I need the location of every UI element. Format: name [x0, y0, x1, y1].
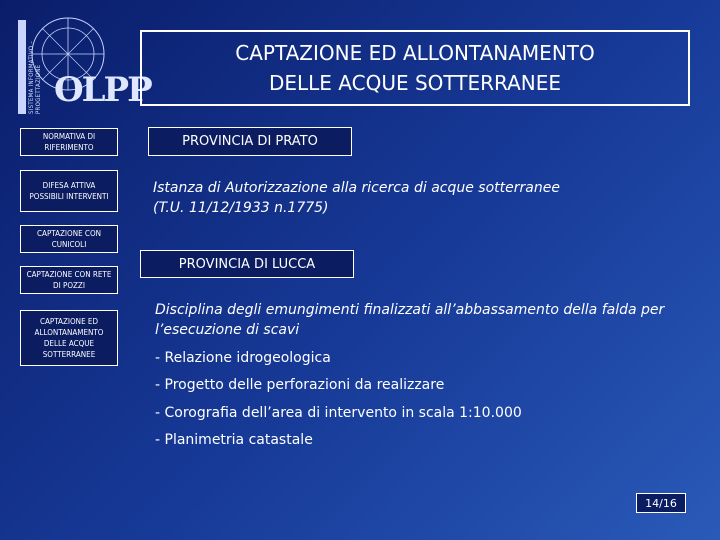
olpp-logo: [10, 10, 151, 118]
sidebar-item-label: CAPTAZIONE CON CUNICOLI: [37, 229, 101, 249]
sidebar-item-normativa[interactable]: [20, 128, 118, 156]
sidebar-item-cunicoli[interactable]: [20, 225, 118, 253]
list-item: - Corografia dell’area di intervento in scala 1:10.000: [155, 405, 522, 421]
sidebar-item-difesa-attiva[interactable]: [20, 170, 118, 212]
lucca-line-1: Disciplina degli emungimenti finalizzati all’abbassamento della falda per: [155, 302, 665, 318]
title-line-1: CAPTAZIONE ED ALLONTANAMENTO: [235, 41, 595, 65]
prato-line-2: (T.U. 11/12/1933 n.1775): [153, 200, 329, 216]
logo-mark: OLPP: [54, 70, 151, 110]
page-title: [140, 30, 690, 106]
list-item: - Relazione idrogeologica: [155, 350, 331, 366]
page-indicator: 14/16: [636, 493, 686, 513]
list-item: - Progetto delle perforazioni da realizzare: [155, 377, 445, 393]
lucca-description: [155, 300, 664, 340]
sidebar-item-label: DIFESA ATTIVA POSSIBILI INTERVENTI: [29, 181, 109, 201]
sidebar-item-label: CAPTAZIONE CON RETE DI POZZI: [26, 270, 112, 290]
prato-heading: PROVINCIA DI PRATO: [148, 127, 352, 156]
logo-vertical-text: SISTEMA INFORMATIVO – PROGETTAZIONE: [28, 40, 42, 114]
sidebar-item-captazione-allontanamento[interactable]: [20, 310, 118, 366]
lucca-heading: PROVINCIA DI LUCCA: [140, 250, 354, 278]
title-line-2: DELLE ACQUE SOTTERRANEE: [268, 71, 562, 95]
lucca-line-2: l’esecuzione di scavi: [155, 322, 300, 338]
list-item: - Planimetria catastale: [155, 432, 313, 448]
sidebar-item-rete-pozzi[interactable]: [20, 266, 118, 294]
sidebar-item-label: CAPTAZIONE ED ALLONTANAMENTO DELLE ACQUE SOTTERRANEE: [34, 317, 104, 359]
sidebar-item-label: NORMATIVA DI RIFERIMENTO: [42, 132, 96, 152]
prato-line-1: Istanza di Autorizzazione alla ricerca di acque sotterranee: [153, 180, 560, 196]
prato-description: [153, 178, 560, 218]
